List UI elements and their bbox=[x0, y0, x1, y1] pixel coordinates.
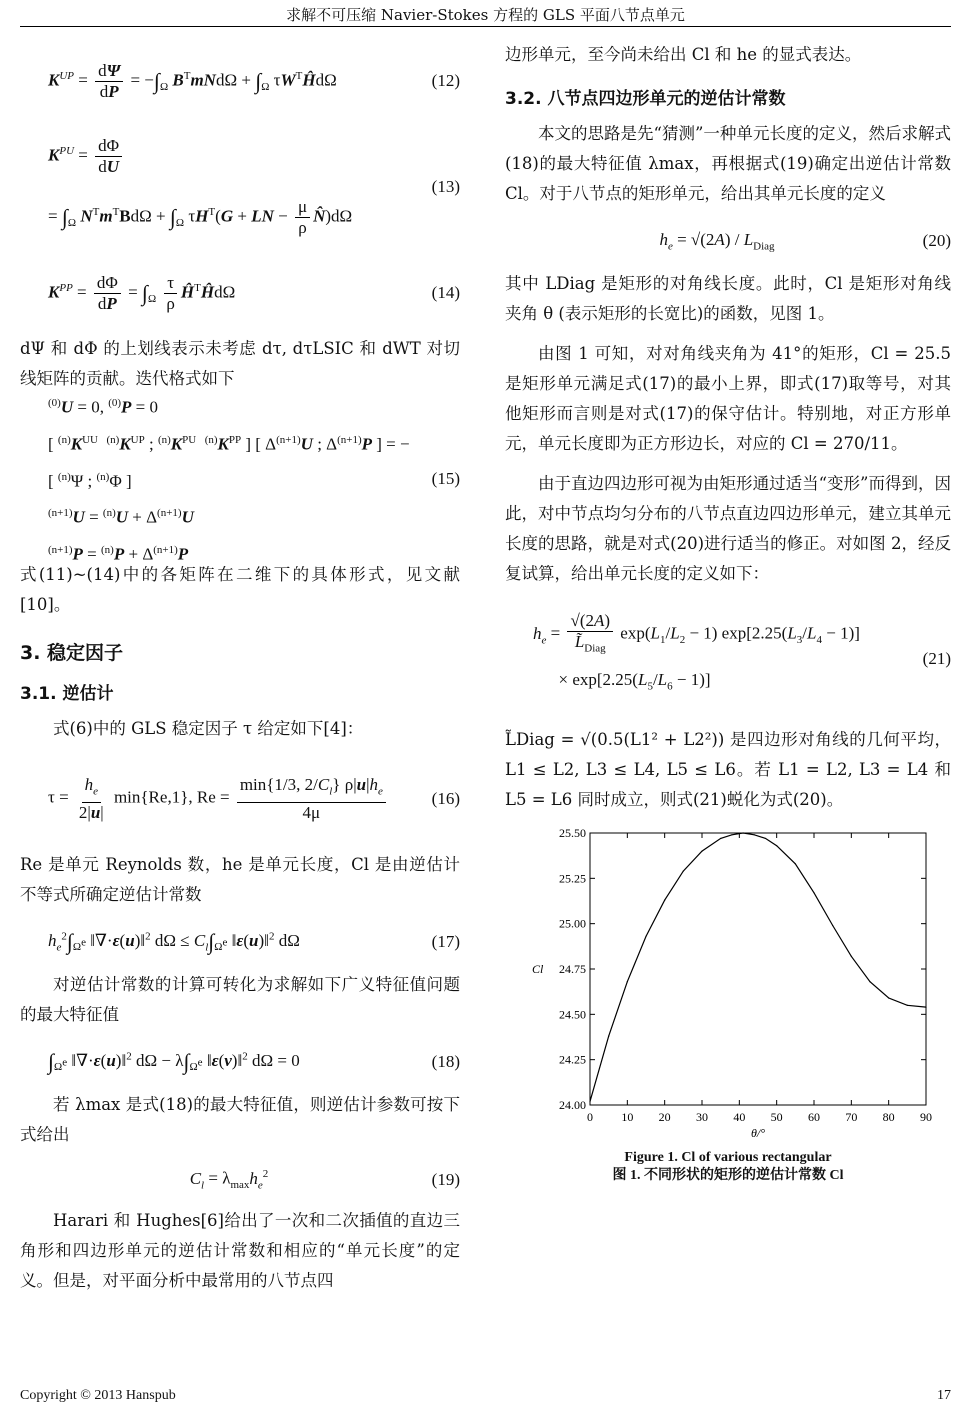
right-column bbox=[505, 40, 951, 1185]
eq14-number: (14) bbox=[431, 283, 460, 302]
y-tick-label: 25.50 bbox=[559, 826, 586, 840]
data-point bbox=[608, 1035, 609, 1036]
plot-frame bbox=[590, 833, 926, 1105]
y-tick-label: 25.25 bbox=[559, 871, 586, 886]
page-footer bbox=[20, 1388, 951, 1404]
eq15-number: (15) bbox=[431, 469, 460, 488]
x-tick-label: 90 bbox=[920, 1110, 932, 1124]
section-3-1-heading: 3.1. 逆估计 bbox=[20, 684, 114, 704]
data-point bbox=[851, 956, 852, 957]
eq16-number: (16) bbox=[431, 789, 460, 808]
paragraph-matrices: 式(11)~(14)中的各矩阵在二维下的具体形式，见文献[10]。 bbox=[20, 565, 460, 614]
data-point bbox=[754, 834, 755, 835]
data-point bbox=[776, 845, 777, 846]
x-tick-label: 30 bbox=[696, 1110, 708, 1124]
eq19-number: (19) bbox=[431, 1170, 460, 1189]
equation-13: $K^{PU}$ = $\frac{d\Phi}{dU}$ = $\int_\Omega$ $N^Tm^TBd\Omega + \int_\Omega$ $\tau H^T(G$ + LN − $\frac{\mu}{\rho}$ N̂)dΩ (13) bbox=[48, 136, 460, 237]
copyright-text: Copyright © 2013 Hanspub bbox=[20, 1388, 176, 1403]
y-axis-label: Cl bbox=[532, 962, 544, 976]
data-point bbox=[731, 834, 732, 835]
section-3-2-heading: 3.2. 八节点四边形单元的逆估计常数 bbox=[505, 89, 786, 109]
equation-21: $h_e$ = $\frac{√(2A)}{L̃_{Diag}}$ $\exp(L_1/L_2 - 1) \exp[2.25(L_3/L_4 - 1)]$ × $\exp[2.25(L_5/L_6 - 1)]$ (21) bbox=[533, 611, 951, 693]
y-tick-label: 24.25 bbox=[559, 1052, 586, 1067]
x-tick-label: 70 bbox=[845, 1110, 858, 1124]
header-rule bbox=[20, 26, 951, 27]
paragraph-tangent: dΨ 和 dΦ 的上划线表示未考虑 dτ, dτLSIC 和 dWT 对切线矩阵的贡献。迭代格式如下 bbox=[20, 339, 460, 388]
eq18-number: (18) bbox=[431, 1052, 460, 1071]
equation-15: $^{(0)}$U = 0, $^{(0)}$P = 0 [ $^{(n)}K^{UU}$ $^{(n)}K^{UP}$ ; $^{(n)}K^{PU}$ $^{(n)}K^{PP}$ ] [ $\Delta^{(n+1)}U$ ; $\Delta^{(n+1)}P$ ] = − [ $^{(n)}$Ψ ; $^{(n)}$Φ ] $^{(n+1)}U = ^{(n)}U + \Delta^{(n+1)}U$ $^{(n+1)}P = ^{(n)}P + \Delta^{(n+1)}P$ (15) bbox=[48, 397, 460, 564]
eq17-number: (17) bbox=[431, 932, 460, 951]
x-tick-label: 80 bbox=[882, 1110, 895, 1124]
data-point bbox=[645, 936, 646, 937]
y-tick-label: 24.50 bbox=[559, 1007, 586, 1022]
y-tick-label: 24.00 bbox=[559, 1098, 586, 1112]
y-tick-label: 24.75 bbox=[559, 962, 586, 976]
figure-caption-zh: 图 1. 不同形状的矩形的逆估计常数 Cl bbox=[612, 1168, 844, 1183]
page-number: 17 bbox=[937, 1388, 951, 1403]
x-tick-label: 10 bbox=[621, 1110, 634, 1124]
data-point bbox=[888, 997, 889, 998]
data-point bbox=[664, 899, 665, 900]
x-tick-label: 40 bbox=[733, 1110, 746, 1124]
x-tick-label: 0 bbox=[587, 1110, 593, 1124]
data-point bbox=[869, 981, 870, 982]
paragraph-harari: Harari 和 Hughes[6]给出了一次和二次插值的直边三角形和四边形单元的逆估计常数和相应的“单元长度”的定义。但是，对平面分析中最常用的八节点四 bbox=[20, 1211, 460, 1290]
running-header: 求解不可压缩 Navier-Stokes 方程的 GLS 平面八节点单元 bbox=[286, 6, 685, 24]
data-point bbox=[589, 1101, 590, 1102]
figure-caption-en: Figure 1. Cl of various rectangular bbox=[624, 1150, 832, 1165]
data-point bbox=[627, 981, 628, 982]
x-tick-label: 60 bbox=[808, 1110, 820, 1124]
equation-17: $h_e^2\int_{\Omega^e}$ ‖∇·ε(u)‖$^2$ $d\Omega \le C_l\int_{\Omega^e}$ ‖ε(u)‖$^2$ dΩ (17) bbox=[48, 929, 460, 954]
data-point bbox=[701, 851, 702, 852]
equation-18: $\int_{\Omega^e}$ ‖∇·ε(u)‖$^2$ $d\Omega - \lambda\int_{\Omega^e}$ ‖ε(v)‖$^2$ dΩ = 0 (18) bbox=[48, 1049, 460, 1074]
paragraph-gls-factor: 式(6)中的 GLS 稳定因子 τ 给定如下[4]： bbox=[53, 719, 364, 738]
paragraph-idea: 本文的思路是先“猜测”一种单元长度的定义，然后求解式(18)的最大特征值 λmax，再根据式(19)确定出逆估计常数 Cl。对于八节点的矩形单元，给出其单元长度的定义 bbox=[505, 124, 951, 203]
data-point bbox=[832, 925, 833, 926]
equation-12: $K^{UP}$ = $\frac{d\Psi}{dP}$ = $-\int_\Omega$ $B^TmNd\Omega + \int_\Omega$ $\tau W^TĤd\Omega$ (12) bbox=[48, 60, 460, 101]
data-point bbox=[907, 1005, 908, 1006]
paragraph-ldiag: 其中 LDiag 是矩形的对角线长度。此时，Cl 是矩形对角线夹角 θ (表示矩形的长宽比)的函数，见图 1。 bbox=[505, 274, 951, 323]
data-point bbox=[720, 838, 721, 839]
paragraph-figure1: 由图 1 可知，对对角线夹角为 41°的矩形，Cl = 25.5 是矩形单元满足式(17)的最小上界，即式(17)取等号，对其他矩形而言则是对式(17)的保守估计。特别地，对正方形单元，单元长度即为正方形边长，对应的 Cl = 270/11。 bbox=[505, 344, 951, 453]
eq13-number: (13) bbox=[431, 177, 460, 196]
section-3-heading: 3. 稳定因子 bbox=[20, 642, 124, 664]
equation-16: τ = $\frac{h_e}{2|u|}$ min{Re,1}, Re = $\frac{\min\{1/3, 2/C_l\} \rho|u|h_e}{4\mu}$ (16) bbox=[48, 775, 460, 822]
left-column bbox=[20, 40, 460, 1306]
paragraph-continuation: 边形单元，至今尚未给出 Cl 和 he 的显式表达。 bbox=[505, 45, 862, 64]
paragraph-reynolds: Re 是单元 Reynolds 数，he 是单元长度，Cl 是由逆估计不等式所确定逆估计常数 bbox=[20, 855, 460, 904]
equation-19: $C_l = \lambda_{max}h_e^2$ (19) bbox=[189, 1168, 460, 1192]
equation-20: $h_e = √(2A) / L_{Diag}$ (20) bbox=[659, 229, 951, 253]
cl-line-chart bbox=[505, 825, 951, 1145]
paragraph-quadrilateral: 由于直边四边形可视为由矩形通过适当“变形”而得到，因此，对中节点均匀分布的八节点直边四边形单元，建立其单元长度的思路，就是对式(20)进行适当的修正。对如图 2，经反复试算，给出单元长度的定义如下： bbox=[505, 474, 951, 583]
data-point bbox=[683, 870, 684, 871]
paragraph-geometric-mean: L̃Diag = √(0.5(L1² + L2²)) 是四边形对角线的几何平均，L1 ≤ L2, L3 ≤ L4, L5 ≤ L6。若 L1 = L2, L3 = L4 和 L5 = L6 同时成立，则式(21)蜕化为式(20)。 bbox=[505, 730, 951, 809]
x-tick-label: 50 bbox=[770, 1110, 783, 1124]
eq21-number: (21) bbox=[922, 649, 951, 668]
paragraph-eigen: 对逆估计常数的计算可转化为求解如下广义特征值问题的最大特征值 bbox=[20, 975, 460, 1024]
x-axis-label: θ/° bbox=[750, 1126, 766, 1140]
data-point bbox=[813, 892, 814, 893]
paragraph-lambda-max: 若 λmax 是式(18)的最大特征值，则逆估计参数可按下式给出 bbox=[20, 1095, 460, 1144]
eq20-number: (20) bbox=[922, 231, 951, 250]
equation-14: $K^{PP}$ = $\frac{d\Phi}{dP}$ = $\int_\Omega$ $\frac{\tau}{\rho}$ $Ĥ^TĤd\Omega$ (14) bbox=[48, 272, 460, 313]
data-point bbox=[742, 832, 743, 833]
x-tick-label: 20 bbox=[658, 1110, 671, 1124]
data-point bbox=[765, 838, 766, 839]
eq12-number: (12) bbox=[431, 71, 460, 90]
series-line bbox=[590, 833, 926, 1101]
y-tick-label: 25.00 bbox=[559, 916, 586, 931]
figure-1 bbox=[505, 825, 951, 1185]
data-point bbox=[795, 863, 796, 864]
data-point bbox=[925, 1006, 926, 1007]
